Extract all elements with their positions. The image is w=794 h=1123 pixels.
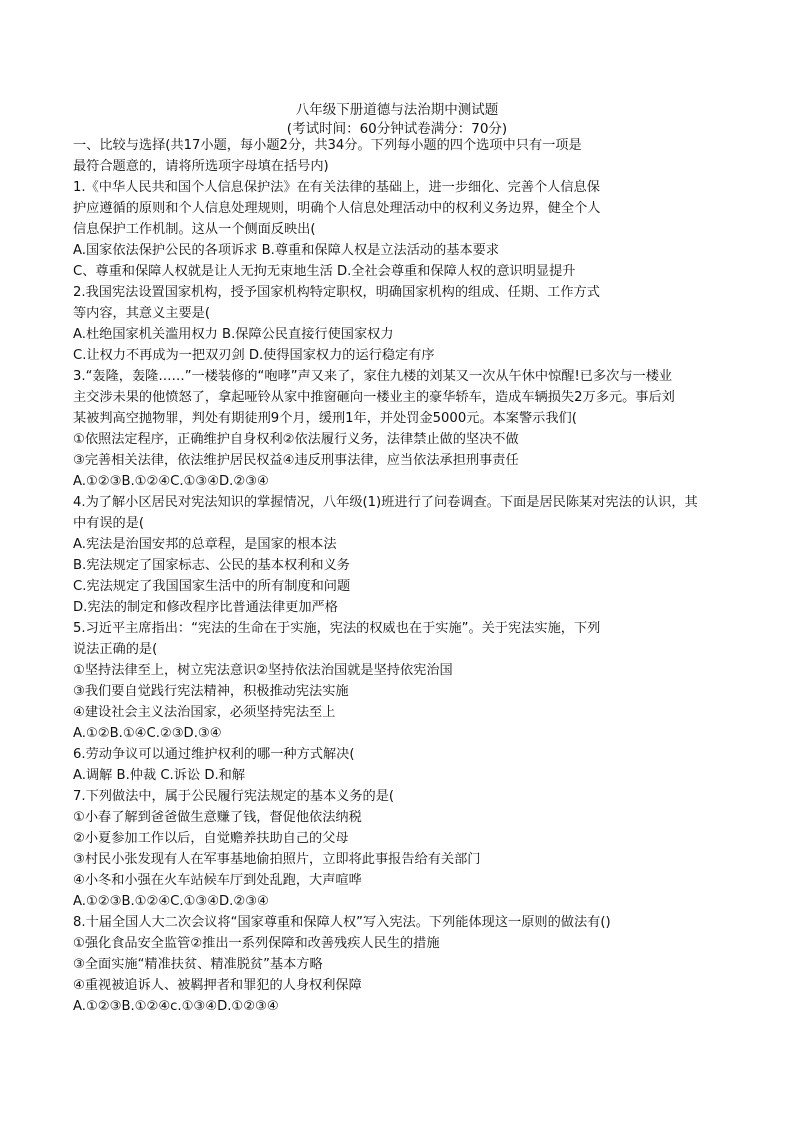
answer-options: A.调解 B.仲裁 C.诉讼 D.和解 [73, 768, 246, 783]
question-text: 信息保护工作机制。这从一个侧面反映出( [73, 222, 316, 237]
question-text: 某被判高空抛物罪，判处有期徒刑9个月，缓刑1年，并处罚金5000元。本案警示我们( [73, 411, 577, 426]
statement-options: ③村民小张发现有人在军事基地偷拍照片，立即将此事报告给有关部门 [73, 852, 481, 867]
statement-options: ①小春了解到爸爸做生意赚了钱，督促他依法纳税 [73, 810, 362, 825]
answer-options: B.宪法规定了国家标志、公民的基本权利和义务 [73, 558, 350, 573]
question-text: 6.劳动争议可以通过维护权利的哪一种方式解决( [73, 747, 355, 762]
answer-options: A.宪法是治国安邦的总章程，是国家的根本法 [73, 537, 337, 552]
question-text: 1.《中华人民共和国个人信息保护法》在有关法律的基础上，进一步细化、完善个人信息保 [73, 180, 600, 195]
statement-options: ①强化食品安全监管②推出一系列保障和改善残疾人民生的措施 [73, 936, 440, 951]
statement-options: ③我们要自觉践行宪法精神，积极推动宪法实施 [73, 684, 349, 699]
document-title: 八年级下册道德与法治期中测试题 [295, 102, 499, 118]
answer-options: A.①②B.①④C.②③D.③④ [73, 726, 222, 741]
question-text: 7.下列做法中，属于公民履行宪法规定的基本义务的是( [73, 789, 395, 804]
question-text: 5.习近平主席指出：“宪法的生命在于实施，宪法的权威也在于实施”。关于宪法实施，下列 [73, 621, 601, 636]
answer-options: A.①②③B.①②④C.①③④D.②③④ [73, 894, 269, 909]
question-text: 中有误的是( [73, 516, 145, 531]
statement-options: ④小冬和小强在火车站候车厅到处乱跑，大声喧哗 [73, 873, 362, 888]
answer-options: C、尊重和保障人权就是让人无拘无束地生活 D.全社会尊重和保障人权的意识明显提升 [73, 264, 576, 279]
question-text: 主交涉未果的他愤怒了，拿起哑铃从家中推窗砸向一楼业主的豪华轿车，造成车辆损失2万多元。事后刘 [73, 390, 675, 405]
answer-options: C.宪法规定了我国国家生活中的所有制度和问题 [73, 579, 351, 594]
statement-options: ④重视被追诉人、被羁押者和罪犯的人身权利保障 [73, 978, 362, 993]
document-subtitle: (考试时间：60分钟试卷满分：70分) [286, 121, 508, 137]
question-text: 8.十届全国人大二次会议将“国家尊重和保障人权”写入宪法。下列能体现这一原则的做法有() [73, 915, 611, 930]
answer-options: A.①②③B.①②④c.①③④D.①②③④ [73, 999, 279, 1014]
answer-options: D.宪法的制定和修改程序比普通法律更加严格 [73, 600, 338, 615]
question-text: 3.“轰隆，轰隆……”一楼装修的“咆哮”声又来了，家住九楼的刘某又一次从午休中惊醒!已多次与一楼业 [73, 369, 673, 384]
question-text: 护应遵循的原则和个人信息处理规则，明确个人信息处理活动中的权利义务边界，健全个人 [73, 201, 601, 216]
question-text: 2.我国宪法设置国家机构，授予国家机构特定职权，明确国家机构的组成、任期、工作方式 [73, 285, 600, 300]
section-heading: 最符合题意的，请将所选项字母填在括号内) [73, 159, 329, 174]
statement-options: ③完善相关法律，依法维护居民权益④违反刑事法律，应当依法承担刑事责任 [73, 453, 519, 468]
section-heading: 一、比较与选择(共17小题，每小题2分，共34分。下列每小题的四个选项中只有一项是 [73, 138, 582, 153]
statement-options: ①依照法定程序，正确维护自身权利②依法履行义务，法律禁止做的坚决不做 [73, 432, 519, 447]
statement-options: ③全面实施“精准扶贫、精准脱贫”基本方略 [73, 957, 323, 972]
answer-options: C.让权力不再成为一把双刃剑 D.使得国家权力的运行稳定有序 [73, 348, 435, 363]
statement-options: ②小夏参加工作以后，自觉赡养扶助自己的父母 [73, 831, 349, 846]
question-text: 说法正确的是( [73, 642, 158, 657]
answer-options: A.①②③B.①②④C.①③④D.②③④ [73, 474, 269, 489]
answer-options: A.国家依法保护公民的各项诉求 B.尊重和保障人权是立法活动的基本要求 [73, 243, 500, 258]
statement-options: ④建设社会主义法治国家，必须坚持宪法至上 [73, 705, 336, 720]
question-text: 4.为了解小区居民对宪法知识的掌握情况，八年级(1)班进行了问卷调查。下面是居民陈某对宪法的认识，其 [73, 495, 698, 510]
statement-options: ①坚持法律至上，树立宪法意识②坚持依法治国就是坚持依宪治国 [73, 663, 453, 678]
answer-options: A.杜绝国家机关滥用权力 B.保障公民直接行使国家权力 [73, 327, 394, 342]
question-text: 等内容，其意义主要是( [73, 306, 211, 321]
